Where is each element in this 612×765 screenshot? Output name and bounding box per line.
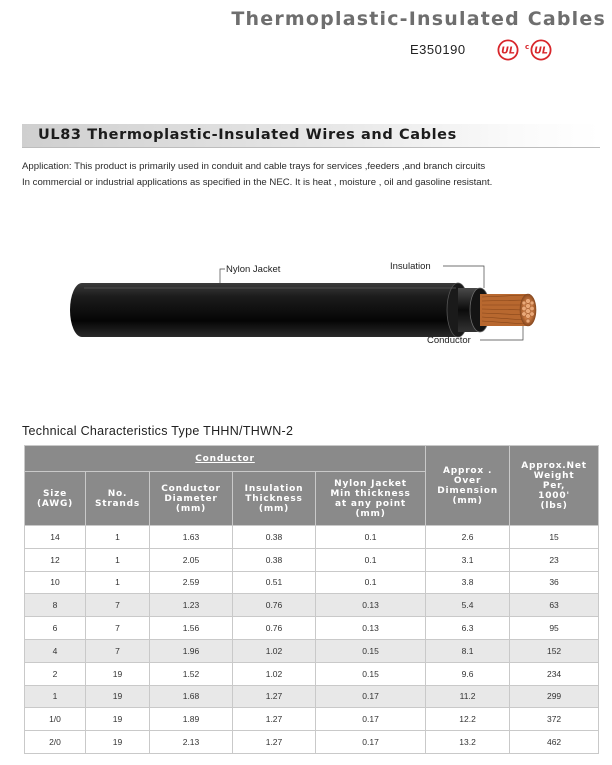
header-text: Over bbox=[453, 475, 482, 486]
header-text: Approx . bbox=[442, 465, 493, 476]
cell-nylon: 0.17 bbox=[316, 708, 426, 731]
cell-dimension: 6.3 bbox=[426, 617, 510, 640]
cell-dimension: 3.8 bbox=[426, 571, 510, 594]
certification-row bbox=[380, 38, 606, 64]
cell-nylon: 0.17 bbox=[316, 685, 426, 708]
header-strands bbox=[86, 472, 150, 526]
header-weight bbox=[510, 446, 599, 526]
conductor-group-label: Conductor bbox=[195, 453, 255, 464]
cell-size: 14 bbox=[25, 526, 86, 549]
header-nylon bbox=[316, 472, 426, 526]
header-text: Approx.Net bbox=[521, 460, 587, 471]
header-text: (AWG) bbox=[36, 498, 74, 509]
header-insulation bbox=[233, 472, 316, 526]
cell-strands: 19 bbox=[86, 685, 150, 708]
ul-listed-logo bbox=[497, 39, 519, 61]
cell-dimension: 8.1 bbox=[426, 639, 510, 662]
header-dimension bbox=[426, 446, 510, 526]
cell-insulation: 0.38 bbox=[233, 526, 316, 549]
cell-size: 10 bbox=[25, 571, 86, 594]
cell-insulation: 0.51 bbox=[233, 571, 316, 594]
header-text: Nylon Jacket bbox=[334, 478, 407, 489]
cell-diameter: 1.68 bbox=[150, 685, 233, 708]
cell-size: 6 bbox=[25, 617, 86, 640]
description-line-2: In commercial or industrial applications as specified in the NEC. It is heat , moisture , oil and gasoline resistant. bbox=[22, 177, 493, 188]
cul-prefix-text: c bbox=[525, 43, 530, 51]
nylon-jacket-label: Nylon Jacket bbox=[226, 264, 281, 275]
specification-table bbox=[24, 445, 599, 754]
cell-weight: 152 bbox=[510, 639, 599, 662]
header-text: Strands bbox=[94, 498, 141, 509]
cell-size: 2 bbox=[25, 662, 86, 685]
cell-strands: 7 bbox=[86, 594, 150, 617]
cell-dimension: 9.6 bbox=[426, 662, 510, 685]
cell-strands: 1 bbox=[86, 526, 150, 549]
header-text: No. bbox=[107, 488, 128, 499]
insulation-label: Insulation bbox=[390, 261, 431, 272]
cell-weight: 36 bbox=[510, 571, 599, 594]
conductor-group-header bbox=[25, 446, 426, 472]
cell-insulation: 1.02 bbox=[233, 639, 316, 662]
cul-listed-logo bbox=[523, 39, 553, 61]
header-text: Dimension bbox=[437, 485, 498, 496]
cell-size: 1/0 bbox=[25, 708, 86, 731]
cell-nylon: 0.15 bbox=[316, 639, 426, 662]
cell-weight: 15 bbox=[510, 526, 599, 549]
cell-nylon: 0.1 bbox=[316, 526, 426, 549]
cell-dimension: 3.1 bbox=[426, 548, 510, 571]
cell-nylon: 0.1 bbox=[316, 571, 426, 594]
cell-insulation: 1.27 bbox=[233, 685, 316, 708]
cell-strands: 1 bbox=[86, 571, 150, 594]
table-row bbox=[25, 526, 599, 549]
description-line-1: Application: This product is primarily used in conduit and cable trays for services ,feeders ,and branch circuits bbox=[22, 161, 486, 172]
table-row bbox=[25, 548, 599, 571]
table-row bbox=[25, 617, 599, 640]
cell-dimension: 2.6 bbox=[426, 526, 510, 549]
cell-diameter: 1.23 bbox=[150, 594, 233, 617]
table-row bbox=[25, 639, 599, 662]
header-text: (mm) bbox=[258, 503, 290, 514]
cell-size: 4 bbox=[25, 639, 86, 662]
header-size bbox=[25, 472, 86, 526]
page-title: Thermoplastic-Insulated Cables bbox=[231, 8, 606, 30]
cell-weight: 63 bbox=[510, 594, 599, 617]
cell-diameter: 2.13 bbox=[150, 731, 233, 754]
header-text: at any point bbox=[335, 498, 407, 509]
cell-strands: 7 bbox=[86, 639, 150, 662]
cell-size: 8 bbox=[25, 594, 86, 617]
table-row bbox=[25, 662, 599, 685]
header-diameter bbox=[150, 472, 233, 526]
cell-size: 2/0 bbox=[25, 731, 86, 754]
cable-illustration bbox=[60, 250, 560, 360]
section-header-band bbox=[22, 124, 600, 148]
cell-nylon: 0.13 bbox=[316, 617, 426, 640]
cell-weight: 299 bbox=[510, 685, 599, 708]
table-row bbox=[25, 731, 599, 754]
nylon-jacket-shape bbox=[70, 283, 458, 337]
cell-dimension: 13.2 bbox=[426, 731, 510, 754]
cell-weight: 23 bbox=[510, 548, 599, 571]
cell-nylon: 0.17 bbox=[316, 731, 426, 754]
table-row bbox=[25, 708, 599, 731]
cell-weight: 372 bbox=[510, 708, 599, 731]
cable-drawing bbox=[60, 250, 560, 360]
cell-strands: 7 bbox=[86, 617, 150, 640]
cell-insulation: 0.76 bbox=[233, 594, 316, 617]
cell-dimension: 5.4 bbox=[426, 594, 510, 617]
cell-insulation: 1.02 bbox=[233, 662, 316, 685]
header-text: Min thickness bbox=[330, 488, 411, 499]
header-text: Insulation bbox=[244, 483, 304, 494]
conductor-label: Conductor bbox=[427, 335, 471, 346]
cell-nylon: 0.1 bbox=[316, 548, 426, 571]
table-row bbox=[25, 571, 599, 594]
cell-strands: 1 bbox=[86, 548, 150, 571]
conductor-leader-line bbox=[480, 326, 523, 340]
cell-nylon: 0.13 bbox=[316, 594, 426, 617]
cell-weight: 462 bbox=[510, 731, 599, 754]
header-text: (mm) bbox=[175, 503, 207, 514]
header-text: (lbs) bbox=[540, 500, 568, 511]
section-title: UL83 Thermoplastic-Insulated Wires and Cables bbox=[38, 127, 457, 143]
table-row bbox=[25, 685, 599, 708]
header-text: Diameter bbox=[164, 493, 218, 504]
cell-dimension: 11.2 bbox=[426, 685, 510, 708]
cell-insulation: 0.76 bbox=[233, 617, 316, 640]
cell-diameter: 2.59 bbox=[150, 571, 233, 594]
cell-weight: 234 bbox=[510, 662, 599, 685]
cell-diameter: 1.96 bbox=[150, 639, 233, 662]
cell-insulation: 1.27 bbox=[233, 708, 316, 731]
application-description bbox=[22, 159, 602, 191]
header-text: (mm) bbox=[452, 495, 483, 506]
header-text: 1000' bbox=[538, 490, 570, 501]
header-text: Size bbox=[42, 488, 68, 499]
cell-diameter: 1.56 bbox=[150, 617, 233, 640]
header-text: Conductor bbox=[161, 483, 221, 494]
cell-diameter: 2.05 bbox=[150, 548, 233, 571]
ul-mark-text: UL bbox=[501, 45, 515, 57]
cell-strands: 19 bbox=[86, 708, 150, 731]
cell-nylon: 0.15 bbox=[316, 662, 426, 685]
cell-strands: 19 bbox=[86, 662, 150, 685]
cell-insulation: 1.27 bbox=[233, 731, 316, 754]
cul-mark-text: UL bbox=[534, 45, 548, 57]
cell-size: 1 bbox=[25, 685, 86, 708]
table-row bbox=[25, 594, 599, 617]
header-text: Thickness bbox=[245, 493, 303, 504]
file-number: E350190 bbox=[410, 42, 466, 57]
cell-weight: 95 bbox=[510, 617, 599, 640]
cell-diameter: 1.63 bbox=[150, 526, 233, 549]
header-text: Per, bbox=[542, 480, 566, 491]
header-text: Weight bbox=[533, 470, 575, 481]
technical-characteristics-heading: Technical Characteristics Type THHN/THWN-2 bbox=[22, 424, 294, 438]
cell-size: 12 bbox=[25, 548, 86, 571]
cell-diameter: 1.52 bbox=[150, 662, 233, 685]
header-text: (mm) bbox=[355, 508, 386, 519]
cell-insulation: 0.38 bbox=[233, 548, 316, 571]
cell-diameter: 1.89 bbox=[150, 708, 233, 731]
cell-dimension: 12.2 bbox=[426, 708, 510, 731]
jacket-leader-line bbox=[220, 269, 225, 283]
cell-strands: 19 bbox=[86, 731, 150, 754]
